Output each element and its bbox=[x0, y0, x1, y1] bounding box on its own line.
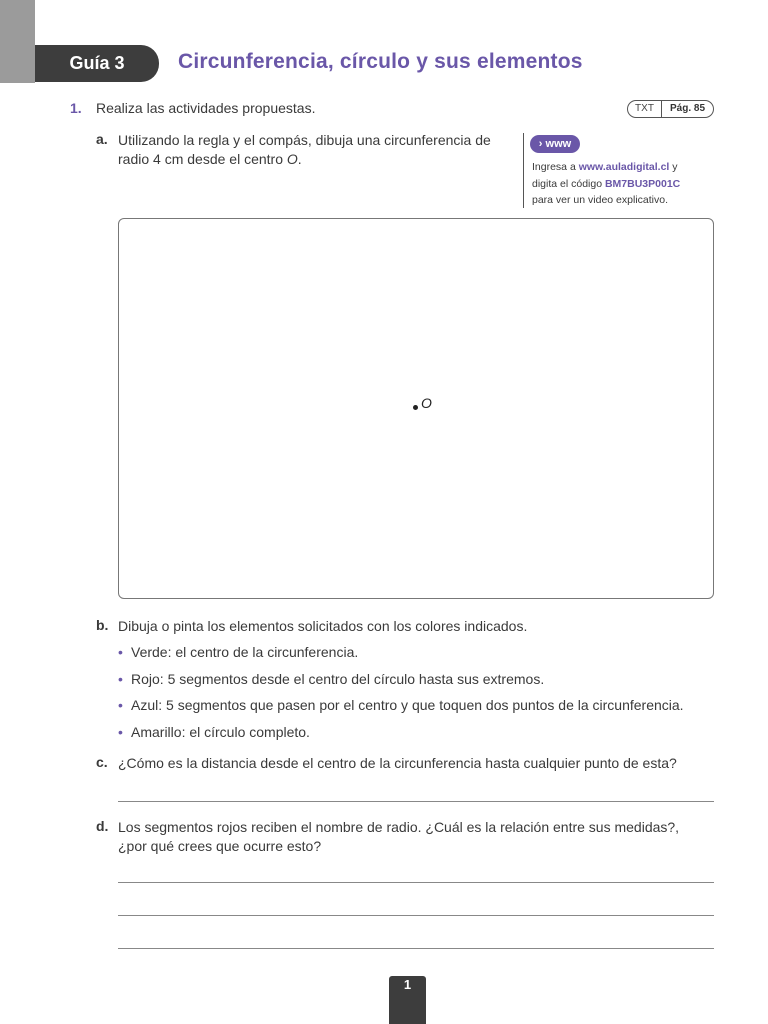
item-d-line1: Los segmentos rojos reciben el nombre de radio. ¿Cuál es la relación entre sus medidas?, bbox=[118, 819, 680, 835]
www-line1-prefix: Ingresa a bbox=[532, 161, 579, 173]
item-d-line2: ¿por qué crees que ocurre esto? bbox=[118, 838, 322, 854]
list-item: • Azul: 5 segmentos que pasen por el centro y que toquen dos puntos de la circunferencia. bbox=[118, 696, 684, 723]
answer-line-d3[interactable] bbox=[118, 948, 714, 949]
item-a-line1: Utilizando la regla y el compás, dibuja una circunferencia de bbox=[118, 132, 491, 148]
www-code: BM7BU3P001C bbox=[604, 177, 681, 190]
item-a-line2-suffix: . bbox=[297, 151, 302, 167]
txt-page: Pág. 85 bbox=[669, 103, 706, 114]
txt-label: TXT bbox=[628, 101, 662, 117]
item-d-letter: d. bbox=[96, 818, 109, 834]
item-a-line2-prefix: radio 4 cm desde el centro bbox=[118, 151, 287, 167]
item-a-letter: a. bbox=[96, 131, 108, 147]
list-item: • Amarillo: el círculo completo. bbox=[118, 723, 684, 750]
item-b-letter: b. bbox=[96, 617, 109, 633]
item-c-text: ¿Cómo es la distancia desde el centro de la circunferencia hasta cualquier punto de esta? bbox=[118, 755, 677, 771]
www-line3: para ver un video explicativo. bbox=[532, 194, 668, 206]
www-badge[interactable]: › www bbox=[530, 135, 580, 153]
page-title: Circunferencia, círculo y sus elementos bbox=[178, 50, 583, 73]
center-label: O bbox=[421, 395, 432, 411]
list-item: • Rojo: 5 segmentos desde el centro del círculo hasta sus extremos. bbox=[118, 670, 684, 697]
question-number: 1. bbox=[70, 100, 82, 116]
drawing-area[interactable] bbox=[118, 218, 714, 599]
item-a-text bbox=[118, 131, 491, 169]
www-text bbox=[532, 159, 722, 209]
question-text: Realiza las actividades propuestas. bbox=[96, 100, 316, 116]
guide-badge: Guía 3 bbox=[35, 45, 159, 82]
item-a-center-italic: O bbox=[286, 151, 298, 167]
answer-line-d2[interactable] bbox=[118, 915, 714, 916]
page-number: 1 bbox=[389, 976, 426, 1024]
www-link[interactable]: www.auladigital.cl bbox=[578, 161, 670, 173]
answer-line-d1[interactable] bbox=[118, 882, 714, 883]
corner-tab bbox=[0, 0, 35, 83]
textbook-reference bbox=[627, 100, 714, 118]
answer-line-c[interactable] bbox=[118, 801, 714, 802]
item-c-letter: c. bbox=[96, 754, 108, 770]
color-list bbox=[118, 643, 684, 749]
www-resource-box bbox=[523, 133, 724, 208]
item-d-text bbox=[118, 818, 679, 856]
list-item: • Verde: el centro de la circunferencia. bbox=[118, 643, 684, 670]
www-line1-suffix: y bbox=[669, 161, 678, 173]
www-line2-prefix: digita el código bbox=[532, 177, 605, 190]
center-point bbox=[413, 405, 418, 410]
item-b-text: Dibuja o pinta los elementos solicitados con los colores indicados. bbox=[118, 618, 528, 634]
